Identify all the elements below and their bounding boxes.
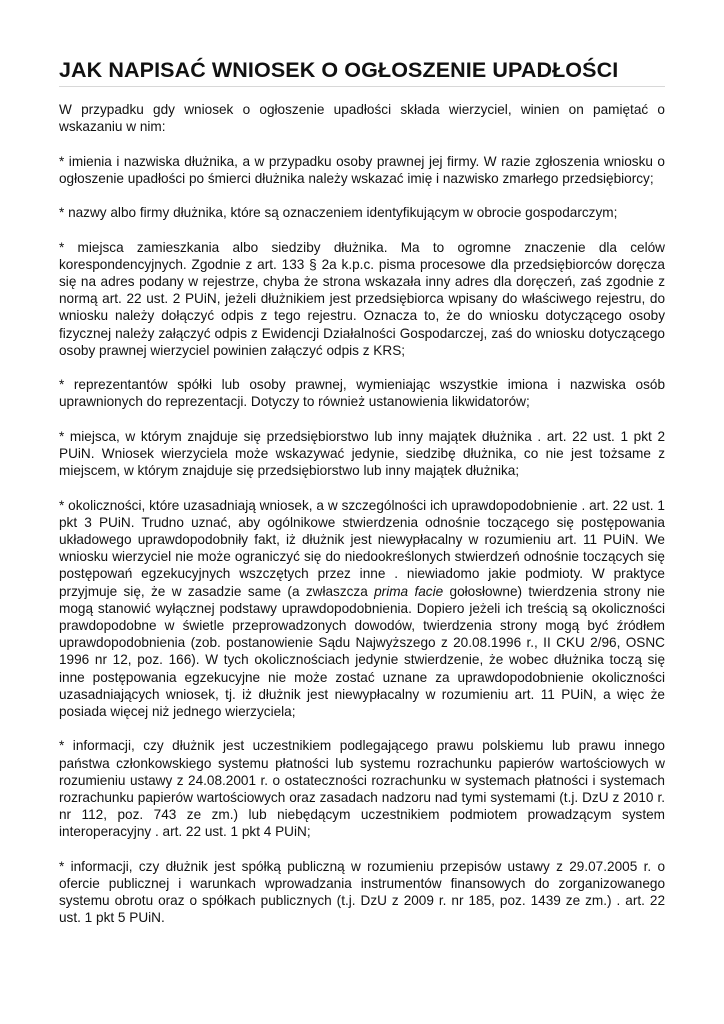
circumstances-text-end: gołosłowne) twierdzenia strony nie mogą stanowić wyłącznej podstawy uprawdopodobnienia. Dopiero jeżeli ich treścią są okoliczności prawdopodobne w świetle przeprowadzonych dowodów, twierdzenia strony mogą być źródłem uprawdopodobnienia (zob. postanowienie Sądu Najwyższego z 20.08.1996 r., II CKU 2/96, OSNC 1996 nr 12, poz. 166). W tych okolicznościach jedynie stwierdzenie, że wobec dłużnika toczą się inne postępowania egzekucyjne nie może zostać uznane za uprawdopodobnienie okoliczności uzasadniających wniosek, tj. iż dłużnik jest niewypłacalny w rozumieniu art. 11 PUiN, a więc że posiada więcej niż jednego wierzyciela; (59, 583, 665, 720)
paragraph-debtor-firm: * nazwy albo firmy dłużnika, które są oznaczeniem identyfikującym w obrocie gospodarczym; (59, 205, 618, 221)
paragraph-representatives: * reprezentantów spółki lub osoby prawnej, wymieniając wszystkie imiona i nazwiska osób uprawnionych do reprezentacji. Dotyczy to również ustanowienia likwidatorów; (59, 377, 665, 410)
document-page (59, 56, 665, 927)
paragraph-public-company: * informacji, czy dłużnik jest spółką publiczną w rozumieniu przepisów ustawy z 29.07.2005 r. o ofercie publicznej i warunkach wprowadzania instrumentów finansowych do zorganizowanego systemu obrotu oraz o spółkach publicznych (t.j. DzU z 2009 r. nr 185, poz. 1439 ze zm.) . art. 22 ust. 1 pkt 5 PUiN. (59, 858, 665, 926)
paragraph-debtor-seat: * miejsca zamieszkania albo siedziby dłużnika. Ma to ogromne znaczenie dla celów korespondencyjnych. Zgodnie z art. 133 § 2a k.p.c. pisma procesowe dla przedsiębiorców doręcza się na adres podany w rejestrze, chyba że strona wskazała inny adres dla doręczeń, zaś zgodnie z normą art. 22 ust. 2 PUiN, jeżeli dłużnikiem jest przedsiębiorca wpisany do właściwego rejestru, do wniosku należy dołączyć odpis z tego rejestru. Oznacza to, że do wniosku dotyczącego osoby fizycznej należy załączyć odpis z Ewidencji Działalności Gospodarczej, zaś do wniosku dotyczącego osoby prawnej wierzyciel powinien załączyć odpis z KRS; (59, 239, 665, 358)
paragraph-circumstances (59, 497, 665, 721)
paragraph-debtor-name: * imienia i nazwiska dłużnika, a w przypadku osoby prawnej jej firmy. W razie zgłoszenia wniosku o ogłoszenie upadłości po śmierci dłużnika należy wskazać imię i nazwisko zmarłego przedsiębiorcy; (59, 153, 665, 186)
document-body (59, 101, 665, 927)
circumstances-italic-term: prima facie (374, 583, 444, 599)
intro-paragraph: W przypadku gdy wniosek o ogłoszenie upadłości składa wierzyciel, winien on pamiętać o wskazaniu w nim: (59, 102, 665, 135)
paragraph-enterprise-location: * miejsca, w którym znajduje się przedsiębiorstwo lub inny majątek dłużnika . art. 22 ust. 1 pkt 2 PUiN. Wniosek wierzyciela może wskazywać jedynie, siedzibę dłużnika, co nie jest tożsame z miejscem, w którym znajduje się przedsiębiorstwo lub inny majątek dłużnika; (59, 428, 665, 479)
circumstances-text-start: * okoliczności, które uzasadniają wniosek, a w szczególności ich uprawdopodobnienie . art. 22 ust. 1 pkt 3 PUiN. Trudno uznać, aby ogólnikowe stwierdzenia odnośnie toczącego się postępowania układowego uprawdopodobniły fakt, iż dłużnik jest niewypłacalny w rozumieniu art. 11 PUiN. We wniosku wierzyciel nie może ograniczyć się do niedookreślonych stwierdzeń odnośnie toczących się postępowań egzekucyjnych wszczętych przez inne . niewiadomo jakie podmioty. W praktyce przyjmuje się, że w zasadzie same (a zwłaszcza (59, 497, 665, 599)
paragraph-payment-system: * informacji, czy dłużnik jest uczestnikiem podlegającego prawu polskiemu lub prawu innego państwa członkowskiego systemu płatności lub systemu rozrachunku papierów wartościowych w rozumieniu ustawy z 24.08.2001 r. o ostateczności rozrachunku w systemach płatności i systemach rozrachunku papierów wartościowych oraz zasadach nadzoru nad tymi systemami (t.j. DzU z 2010 r. nr 112, poz. 743 ze zm.) lub niebędącym uczestnikiem podmiotem prowadzącym system interoperacyjny . art. 22 ust. 1 pkt 4 PUiN; (59, 738, 665, 840)
document-title: JAK NAPISAĆ WNIOSEK O OGŁOSZENIE UPADŁOŚCI (59, 56, 665, 87)
